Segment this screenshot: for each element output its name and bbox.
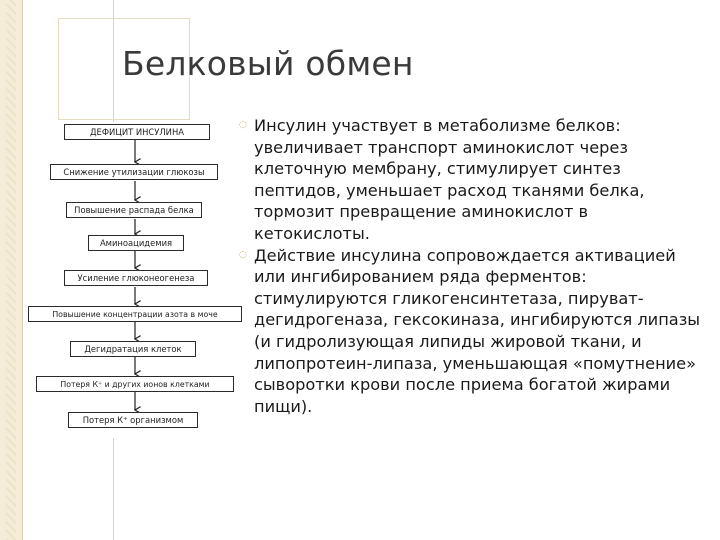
flow-step: Потеря К⁺ организмом <box>68 412 198 428</box>
band-pattern <box>6 0 16 540</box>
flow-step: Повышение распада белка <box>66 202 202 218</box>
flow-step: Усиление глюконеогенеза <box>64 270 208 286</box>
flow-step: Дегидратация клеток <box>70 341 196 357</box>
hollow-circle-bullet-icon: ◌ <box>239 249 247 260</box>
flow-step: Потеря К⁺ и других ионов клетками <box>36 376 234 392</box>
body-text <box>239 115 704 417</box>
flow-step: Повышение концентрации азота в моче <box>28 306 242 322</box>
paragraph <box>239 115 704 245</box>
left-decorative-band <box>0 0 23 540</box>
hollow-circle-bullet-icon: ◌ <box>239 120 247 130</box>
flowchart-image <box>28 122 242 438</box>
flow-step: ДЕФИЦИТ ИНСУЛИНА <box>64 124 210 140</box>
flow-step: Снижение утилизации глюкозы <box>50 164 218 180</box>
flow-step: Аминоацидемия <box>88 235 184 251</box>
paragraph-text: Действие инсулина сопровождается активацией или ингибированием ряда ферментов: стимулируются гликогенсинтетаза, пируват-дегидрогеназа, гексокиназа, ингибируются липазы (и гидролизующая липиды жировой ткани, и липопротеин-липаза, уменьшающая «помутнение» сыворотки крови после приема богатой жирами пищи). <box>254 245 701 416</box>
paragraph <box>239 245 704 418</box>
slide-title: Белковый обмен <box>122 44 414 83</box>
paragraph-text: Инсулин участвует в метаболизме белков: увеличивает транспорт аминокислот через клеточную мембрану, стимулирует синтез пептидов, уменьшает расход тканями белка, тормозит превращение аминокислот в кетокислоты. <box>254 116 645 243</box>
